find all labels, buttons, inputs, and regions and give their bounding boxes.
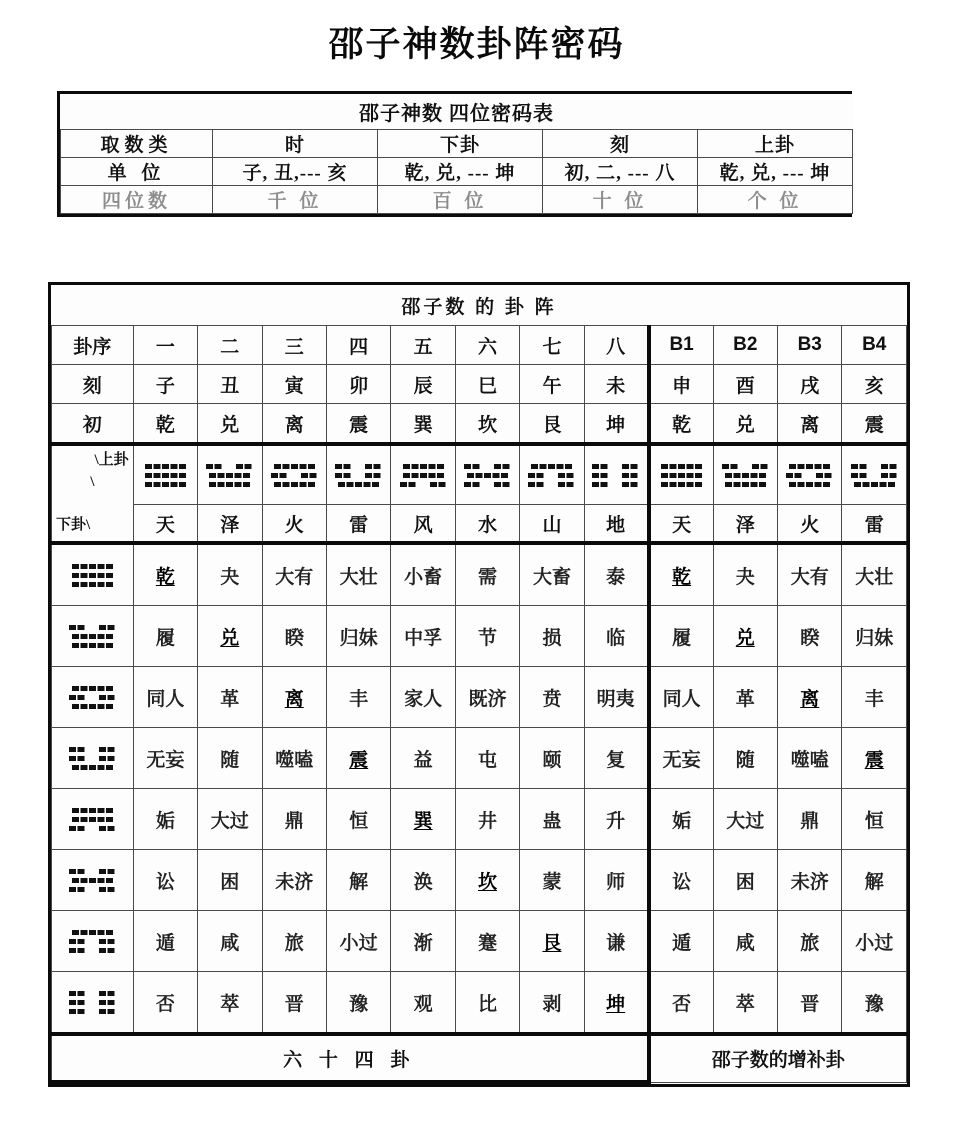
hexagram-main-r3-c3: 震 (326, 728, 390, 789)
hexagram-main-r2-c2: 离 (262, 667, 326, 728)
header-main-r0-c7: 八 (584, 326, 648, 365)
hexagram-bonus-r2-c3: 丰 (842, 667, 907, 728)
hexagram-main-r5-c5: 坎 (455, 850, 519, 911)
hexagram-main-r0-c2: 大有 (262, 543, 326, 606)
element-main-3: 雷 (326, 505, 390, 544)
header-bonus-r1-c2: 戌 (778, 365, 842, 404)
page-title: 邵子神数卦阵密码 (328, 25, 625, 64)
trigram-glyph (52, 972, 133, 1032)
corner-upper-label: \上卦 (94, 452, 129, 468)
trigram-glyph (52, 728, 133, 788)
header-row-label-2: 初 (52, 404, 134, 445)
header-main-r0-c2: 三 (262, 326, 326, 365)
hexagram-main-r0-c6: 大畜 (520, 543, 584, 606)
upper-trigram-main-3 (326, 444, 390, 505)
hexagram-main-r7-c5: 比 (455, 972, 519, 1035)
trigram-glyph (52, 911, 133, 971)
hexagram-main-r7-c6: 剥 (520, 972, 584, 1035)
hexagram-main-r6-c7: 谦 (584, 911, 648, 972)
header-bonus-r0-c3: B4 (842, 326, 907, 365)
table2-header-row (52, 365, 907, 404)
hexagram-main-r5-c2: 未济 (262, 850, 326, 911)
hexagram-bonus-r4-c0: 姤 (649, 789, 713, 850)
table1-title: 邵子神数 四位密码表 (61, 94, 853, 130)
header-bonus-r0-c1: B2 (713, 326, 777, 365)
hexagram-main-r0-c5: 需 (455, 543, 519, 606)
table1-title-row (61, 94, 853, 130)
lower-trigram-0 (52, 543, 134, 606)
hexagram-main-r5-c1: 困 (198, 850, 262, 911)
hexagram-main-r6-c3: 小过 (326, 911, 390, 972)
header-main-r1-c7: 未 (584, 365, 648, 404)
upper-trigram-symbol-row (52, 444, 907, 505)
hexagram-bonus-r3-c3: 震 (842, 728, 907, 789)
trigram-glyph (52, 606, 133, 666)
footer-main-label: 六 十 四 卦 (52, 1034, 649, 1082)
hexagram-main-r2-c6: 贲 (520, 667, 584, 728)
hexagram-matrix-table (48, 282, 910, 1087)
element-main-4: 风 (391, 505, 455, 544)
hexagram-bonus-r5-c1: 困 (713, 850, 777, 911)
hexagram-main-r1-c3: 归妹 (326, 606, 390, 667)
hexagram-bonus-r0-c0: 乾 (649, 543, 713, 606)
hexagram-grid-row (52, 728, 907, 789)
hexagram-bonus-r3-c1: 随 (713, 728, 777, 789)
hexagram-main-r7-c1: 萃 (198, 972, 262, 1035)
table1-row (61, 186, 853, 214)
hexagram-main-r7-c7: 坤 (584, 972, 648, 1035)
table1-cell-r2-c0: 千 位 (213, 186, 378, 214)
table1-row (61, 130, 853, 158)
table1-row (61, 158, 853, 186)
header-bonus-r1-c3: 亥 (842, 365, 907, 404)
hexagram-main-r3-c1: 随 (198, 728, 262, 789)
trigram-glyph (651, 446, 713, 504)
hexagram-bonus-r4-c1: 大过 (713, 789, 777, 850)
upper-trigram-bonus-0 (649, 444, 713, 505)
hexagram-main-r4-c7: 升 (584, 789, 648, 850)
corner-lower-label: 下卦\ (56, 517, 91, 533)
hexagram-main-r4-c5: 井 (455, 789, 519, 850)
hexagram-main-r1-c5: 节 (455, 606, 519, 667)
lower-trigram-4 (52, 789, 134, 850)
hexagram-main-r4-c2: 鼎 (262, 789, 326, 850)
table1-row-label: 四位数 (61, 186, 213, 214)
header-main-r1-c5: 巳 (455, 365, 519, 404)
upper-trigram-bonus-1 (713, 444, 777, 505)
header-main-r1-c0: 子 (133, 365, 197, 404)
hexagram-main-r7-c3: 豫 (326, 972, 390, 1035)
header-main-r2-c5: 坎 (455, 404, 519, 445)
lower-trigram-2 (52, 667, 134, 728)
hexagram-bonus-r3-c0: 无妄 (649, 728, 713, 789)
trigram-glyph (456, 446, 519, 504)
hexagram-grid-row (52, 606, 907, 667)
hexagram-bonus-r6-c3: 小过 (842, 911, 907, 972)
hexagram-bonus-r0-c2: 大有 (778, 543, 842, 606)
corner-diagonal-mark: \ (90, 474, 95, 490)
hexagram-main-r3-c2: 噬嗑 (262, 728, 326, 789)
hexagram-main-r6-c1: 咸 (198, 911, 262, 972)
hexagram-main-r3-c0: 无妄 (133, 728, 197, 789)
hexagram-bonus-r3-c2: 噬嗑 (778, 728, 842, 789)
header-bonus-r2-c1: 兑 (713, 404, 777, 445)
hexagram-bonus-r5-c2: 未济 (778, 850, 842, 911)
hexagram-main-r0-c1: 夬 (198, 543, 262, 606)
table1-row-label: 单 位 (61, 158, 213, 186)
hexagram-grid-row (52, 789, 907, 850)
element-main-5: 水 (455, 505, 519, 544)
header-main-r1-c4: 辰 (391, 365, 455, 404)
trigram-glyph (52, 789, 133, 849)
element-bonus-0: 天 (649, 505, 713, 544)
axis-corner-cell (52, 444, 134, 543)
upper-trigram-main-6 (520, 444, 584, 505)
table1-cell-r1-c3: 乾, 兑, --- 坤 (698, 158, 853, 186)
trigram-glyph (520, 446, 583, 504)
hexagram-bonus-r6-c2: 旅 (778, 911, 842, 972)
hexagram-bonus-r2-c0: 同人 (649, 667, 713, 728)
trigram-glyph (263, 446, 326, 504)
table1-cell-r0-c3: 上卦 (698, 130, 853, 158)
lower-trigram-6 (52, 911, 134, 972)
upper-trigram-main-7 (584, 444, 648, 505)
table1-cell-r2-c2: 十 位 (543, 186, 698, 214)
header-main-r0-c3: 四 (326, 326, 390, 365)
hexagram-bonus-r7-c3: 豫 (842, 972, 907, 1035)
hexagram-main-r2-c0: 同人 (133, 667, 197, 728)
table1-row-label: 取数类 (61, 130, 213, 158)
table1-cell-r2-c3: 个 位 (698, 186, 853, 214)
hexagram-main-r0-c4: 小畜 (391, 543, 455, 606)
hexagram-bonus-r2-c2: 离 (778, 667, 842, 728)
hexagram-bonus-r5-c0: 讼 (649, 850, 713, 911)
element-main-2: 火 (262, 505, 326, 544)
hexagram-bonus-r7-c1: 萃 (713, 972, 777, 1035)
hexagram-bonus-r2-c1: 革 (713, 667, 777, 728)
header-main-r2-c6: 艮 (520, 404, 584, 445)
hexagram-main-r6-c6: 艮 (520, 911, 584, 972)
hexagram-main-r0-c0: 乾 (133, 543, 197, 606)
header-bonus-r0-c2: B3 (778, 326, 842, 365)
header-row-label-0: 卦序 (52, 326, 134, 365)
header-row-label-1: 刻 (52, 365, 134, 404)
hexagram-main-r3-c6: 颐 (520, 728, 584, 789)
header-main-r2-c0: 乾 (133, 404, 197, 445)
header-main-r1-c1: 丑 (198, 365, 262, 404)
hexagram-bonus-r4-c3: 恒 (842, 789, 907, 850)
hexagram-main-r5-c0: 讼 (133, 850, 197, 911)
table1-cell-r0-c1: 下卦 (378, 130, 543, 158)
hexagram-bonus-r1-c2: 睽 (778, 606, 842, 667)
lower-trigram-1 (52, 606, 134, 667)
hexagram-bonus-r7-c0: 否 (649, 972, 713, 1035)
upper-trigram-main-1 (198, 444, 262, 505)
table1-cell-r1-c1: 乾, 兑, --- 坤 (378, 158, 543, 186)
hexagram-bonus-r1-c1: 兑 (713, 606, 777, 667)
hexagram-main-r6-c5: 蹇 (455, 911, 519, 972)
header-main-r1-c2: 寅 (262, 365, 326, 404)
hexagram-main-r6-c4: 渐 (391, 911, 455, 972)
hexagram-main-r6-c0: 遁 (133, 911, 197, 972)
hexagram-main-r7-c0: 否 (133, 972, 197, 1035)
hexagram-main-r7-c4: 观 (391, 972, 455, 1035)
hexagram-main-r2-c5: 既济 (455, 667, 519, 728)
header-main-r0-c1: 二 (198, 326, 262, 365)
header-main-r0-c5: 六 (455, 326, 519, 365)
trigram-glyph (585, 446, 647, 504)
lower-trigram-3 (52, 728, 134, 789)
header-bonus-r1-c0: 申 (649, 365, 713, 404)
header-main-r0-c6: 七 (520, 326, 584, 365)
trigram-glyph (778, 446, 841, 504)
trigram-glyph (52, 545, 133, 605)
hexagram-main-r3-c4: 益 (391, 728, 455, 789)
trigram-glyph (327, 446, 390, 504)
hexagram-main-r4-c3: 恒 (326, 789, 390, 850)
header-main-r1-c3: 卯 (326, 365, 390, 404)
hexagram-main-r5-c4: 涣 (391, 850, 455, 911)
hexagram-main-r1-c6: 损 (520, 606, 584, 667)
hexagram-grid-row (52, 667, 907, 728)
hexagram-main-r5-c3: 解 (326, 850, 390, 911)
trigram-glyph (52, 850, 133, 910)
hexagram-bonus-r5-c3: 解 (842, 850, 907, 911)
hexagram-main-r3-c7: 复 (584, 728, 648, 789)
element-bonus-1: 泽 (713, 505, 777, 544)
upper-trigram-main-2 (262, 444, 326, 505)
hexagram-main-r0-c3: 大壮 (326, 543, 390, 606)
hexagram-main-r1-c2: 睽 (262, 606, 326, 667)
hexagram-main-r2-c3: 丰 (326, 667, 390, 728)
four-digit-code-table (57, 91, 852, 217)
footer-bonus-label: 邵子数的增补卦 (649, 1034, 907, 1082)
hexagram-grid-row (52, 972, 907, 1035)
hexagram-bonus-r6-c1: 咸 (713, 911, 777, 972)
hexagram-main-r5-c7: 师 (584, 850, 648, 911)
table1-cell-r1-c0: 子, 丑,--- 亥 (213, 158, 378, 186)
hexagram-grid-row (52, 543, 907, 606)
header-main-r0-c0: 一 (133, 326, 197, 365)
header-bonus-r2-c3: 震 (842, 404, 907, 445)
hexagram-grid-row (52, 850, 907, 911)
upper-trigram-bonus-3 (842, 444, 907, 505)
upper-trigram-main-4 (391, 444, 455, 505)
hexagram-main-r2-c7: 明夷 (584, 667, 648, 728)
header-main-r2-c2: 离 (262, 404, 326, 445)
table1-cell-r0-c0: 时 (213, 130, 378, 158)
hexagram-bonus-r7-c2: 晋 (778, 972, 842, 1035)
hexagram-main-r1-c0: 履 (133, 606, 197, 667)
header-bonus-r1-c1: 酉 (713, 365, 777, 404)
element-main-6: 山 (520, 505, 584, 544)
hexagram-grid-row (52, 911, 907, 972)
table2-header-row (52, 326, 907, 365)
upper-trigram-element-row (52, 505, 907, 544)
hexagram-bonus-r6-c0: 遁 (649, 911, 713, 972)
hexagram-main-r7-c2: 晋 (262, 972, 326, 1035)
table1-cell-r1-c2: 初, 二, --- 八 (543, 158, 698, 186)
hexagram-bonus-r0-c3: 大壮 (842, 543, 907, 606)
hexagram-bonus-r1-c3: 归妹 (842, 606, 907, 667)
trigram-glyph (198, 446, 261, 504)
table2-footer-row (52, 1034, 907, 1082)
table2-header-row (52, 404, 907, 445)
hexagram-main-r0-c7: 泰 (584, 543, 648, 606)
element-main-1: 泽 (198, 505, 262, 544)
header-bonus-r2-c0: 乾 (649, 404, 713, 445)
element-bonus-2: 火 (778, 505, 842, 544)
header-main-r0-c4: 五 (391, 326, 455, 365)
header-bonus-r0-c0: B1 (649, 326, 713, 365)
hexagram-main-r3-c5: 屯 (455, 728, 519, 789)
table1-cell-r2-c1: 百 位 (378, 186, 543, 214)
trigram-glyph (714, 446, 777, 504)
header-main-r2-c4: 巽 (391, 404, 455, 445)
upper-trigram-main-0 (133, 444, 197, 505)
table2-title-row (52, 285, 907, 326)
header-main-r2-c7: 坤 (584, 404, 648, 445)
hexagram-main-r4-c0: 姤 (133, 789, 197, 850)
hexagram-main-r4-c4: 巽 (391, 789, 455, 850)
element-bonus-3: 雷 (842, 505, 907, 544)
hexagram-main-r4-c1: 大过 (198, 789, 262, 850)
lower-trigram-7 (52, 972, 134, 1035)
trigram-glyph (391, 446, 454, 504)
trigram-glyph (842, 446, 906, 504)
hexagram-main-r2-c4: 家人 (391, 667, 455, 728)
upper-trigram-bonus-2 (778, 444, 842, 505)
header-bonus-r2-c2: 离 (778, 404, 842, 445)
hexagram-main-r1-c4: 中孚 (391, 606, 455, 667)
table1-cell-r0-c2: 刻 (543, 130, 698, 158)
element-main-0: 天 (133, 505, 197, 544)
hexagram-bonus-r4-c2: 鼎 (778, 789, 842, 850)
hexagram-main-r5-c6: 蒙 (520, 850, 584, 911)
trigram-glyph (52, 667, 133, 727)
element-main-7: 地 (584, 505, 648, 544)
hexagram-main-r2-c1: 革 (198, 667, 262, 728)
header-main-r1-c6: 午 (520, 365, 584, 404)
table2-title: 邵子数 的 卦 阵 (52, 285, 907, 326)
hexagram-bonus-r1-c0: 履 (649, 606, 713, 667)
hexagram-main-r6-c2: 旅 (262, 911, 326, 972)
lower-trigram-5 (52, 850, 134, 911)
header-main-r2-c3: 震 (326, 404, 390, 445)
upper-trigram-main-5 (455, 444, 519, 505)
header-main-r2-c1: 兑 (198, 404, 262, 445)
trigram-glyph (134, 446, 197, 504)
hexagram-main-r4-c6: 蛊 (520, 789, 584, 850)
hexagram-main-r1-c1: 兑 (198, 606, 262, 667)
hexagram-bonus-r0-c1: 夬 (713, 543, 777, 606)
hexagram-main-r1-c7: 临 (584, 606, 648, 667)
